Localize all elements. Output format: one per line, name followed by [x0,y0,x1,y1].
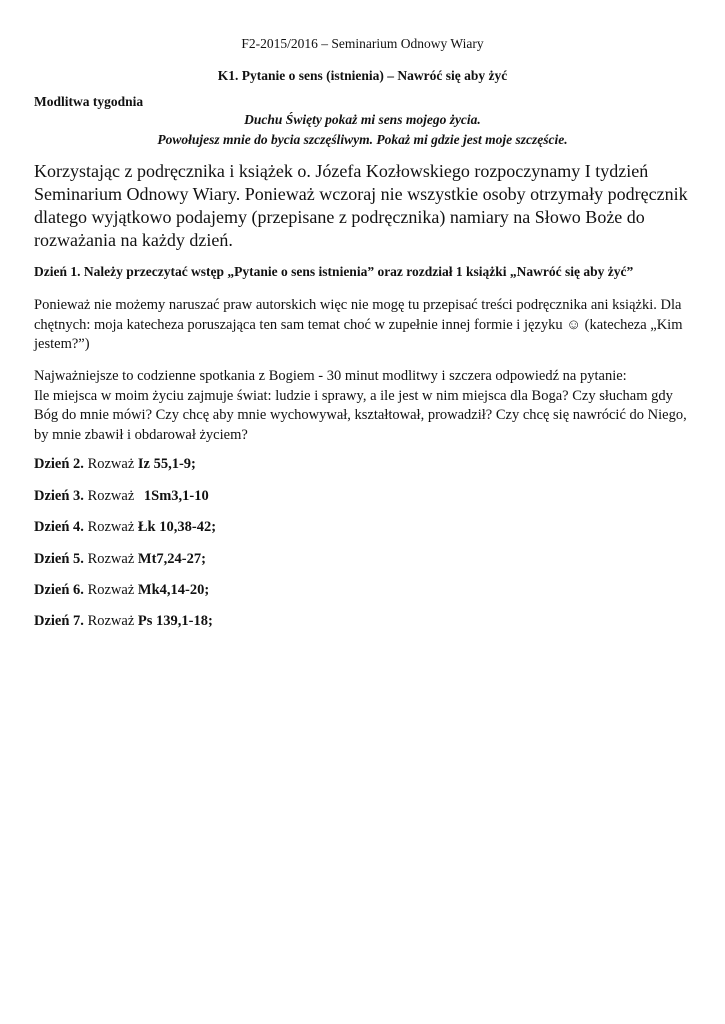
daily-meeting-line-1: Najważniejsze to codzienne spotkania z Bogiem - 30 minut modlitwy i szczera odpowiedź na pytanie: [34,368,627,384]
day-label: Dzień 7. [34,613,84,629]
document-title: K1. Pytanie o sens (istnienia) – Nawróć się aby żyć [217,68,508,83]
intro-paragraph: Korzystając z podręcznika i książek o. Józefa Kozłowskiego rozpoczynamy I tydzień Seminarium Odnowy Wiary. Ponieważ wczoraj nie wszystkie osoby otrzymały podręcznik dlatego wyjątkowo podajemy (przepisane z podręcznika) namiary na Słowo Boże do rozważania na każdy dzień. [34,161,688,250]
copyright-note-paragraph: Ponieważ nie możemy naruszać praw autorskich więc nie mogę tu przepisać treści podręcznika ani książki. Dla chętnych: moja katecheza poruszająca ten sam temat choć w zupełnie innej formie i języku ☺ (katecheza „Kim jestem?”) [34,297,683,352]
day-2-entry [34,456,196,473]
day-label: Dzień 4. [34,519,84,535]
daily-meeting-questions: Ile miejsca w moim życiu zajmuje świat: ludzie i sprawy, a ile jest w nim miejsca dla Boga? Czy słucham gdy Bóg do mnie mówi? Czy chcę aby mnie wychowywał, kształtował, prowadził? Czy chcę się nawrócić do Niego, by mnie zbawił i obdarował życiem? [34,387,687,443]
day-verb: Rozważ [83,613,138,629]
day-label: Dzień 3. [34,488,84,504]
day-3-entry [34,488,209,505]
day-label: Dzień 2. [34,456,84,472]
day-verb: Rozważ [83,456,138,472]
scripture-reference: Łk 10,38-42; [137,519,217,535]
day-6-entry [34,582,209,599]
day-7-entry [34,613,213,630]
day-4-entry [34,519,216,536]
day-verb: Rozważ [83,488,138,504]
day-verb: Rozważ [83,582,138,598]
day-label: Dzień 6. [34,582,84,598]
day-5-entry [34,551,206,568]
scripture-reference: Mk4,14-20; [137,582,210,598]
scripture-reference: 1Sm3,1-10 [143,488,209,504]
day-verb: Rozważ [83,519,138,535]
document-header: F2-2015/2016 – Seminarium Odnowy Wiary [241,36,484,51]
day-1-instruction: Dzień 1. Należy przeczytać wstęp „Pytanie o sens istnienia” oraz rozdział 1 książki „Nawróć się aby żyć” [34,264,634,279]
scripture-reference: Iz 55,1-9; [137,456,196,472]
scripture-reference: Mt7,24-27; [137,551,206,567]
prayer-line-1: Duchu Święty pokaż mi sens mojego życia. [244,112,481,127]
day-label: Dzień 5. [34,551,84,567]
prayer-label: Modlitwa tygodnia [34,94,144,109]
scripture-reference: Ps 139,1-18; [137,613,213,629]
day-verb: Rozważ [83,551,138,567]
prayer-line-2: Powołujesz mnie do bycia szczęśliwym. Pokaż mi gdzie jest moje szczęście. [157,132,568,147]
daily-meeting-paragraph [34,367,694,445]
